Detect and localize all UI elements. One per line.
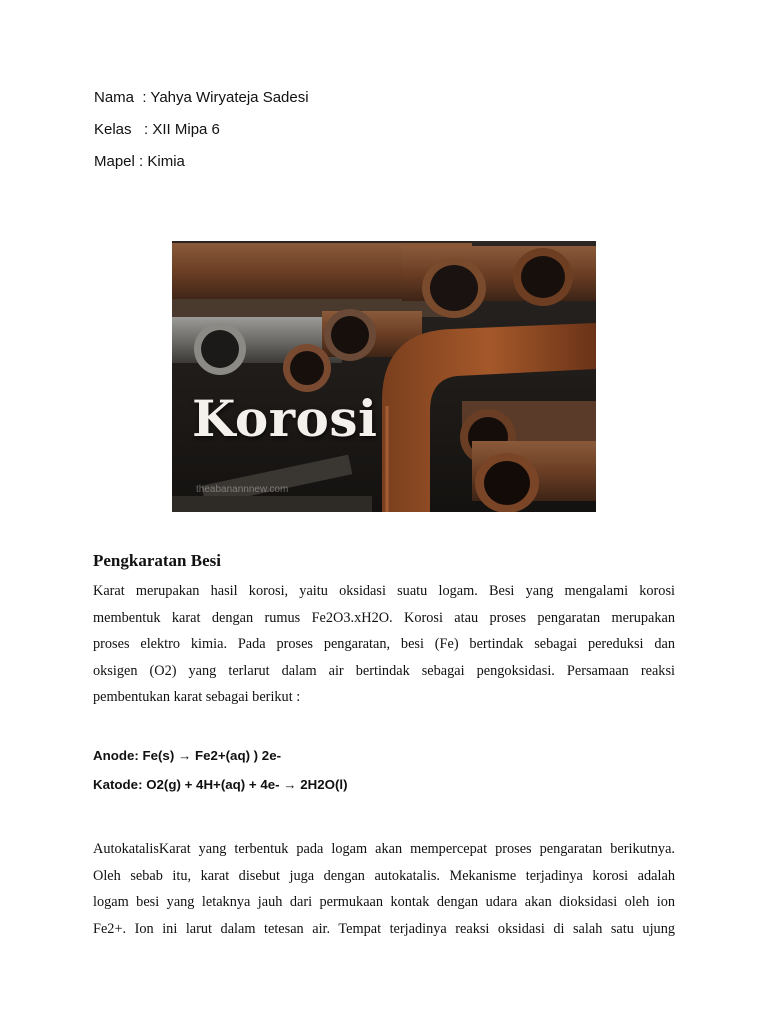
image-watermark: theabanannnew.com: [196, 484, 289, 495]
paragraph-intro: [93, 578, 675, 711]
paragraph-line: AutokatalisKarat yang terbentuk pada logam akan mempercepat proses pengaratan berikutnya.: [93, 841, 675, 857]
rusty-pipes-illustration: [172, 241, 596, 512]
student-class-line: [94, 121, 220, 138]
class-label: Kelas :: [94, 121, 153, 138]
paragraph-line: proses elektro kimia. Pada proses pengaratan, besi (Fe) bertindak sebagai pereduksi dan: [93, 636, 675, 652]
paragraph-line: logam besi yang letaknya jauh dari permukaan kontak dengan udara akan dioksidasi oleh ion: [93, 894, 675, 910]
student-name-line: [94, 89, 309, 106]
paragraph-line: membentuk karat dengan rumus Fe2O3.xH2O. Korosi atau proses pengaratan merupakan: [93, 609, 675, 626]
name-label: Nama :: [94, 89, 151, 106]
class-value: XII Mipa 6: [152, 121, 220, 138]
anode-equation: Anode: Fe(s) → Fe2+(aq) ) 2e-: [93, 748, 282, 763]
paragraph-line: pembentukan karat sebagai berikut :: [93, 689, 301, 705]
paragraph-line: Karat merupakan hasil korosi, yaitu oksidasi suatu logam. Besi yang mengalami korosi: [93, 583, 675, 599]
subject-label: Mapel :: [94, 153, 148, 170]
paragraph-line: Oleh sebab itu, karat disebut juga dengan autokatalis. Mekanisme terjadinya korosi adalah: [93, 867, 675, 884]
paragraph-line: Fe2+. Ion ini larut dalam tetesan air. Tempat terjadinya reaksi oksidasi di salah satu ujung: [93, 920, 675, 937]
paragraph-autocatalysis: [93, 836, 675, 942]
paragraph-line: oksigen (O2) yang terlarut dalam air bertindak sebagai pengoksidasi. Persamaan reaksi: [93, 662, 675, 679]
corrosion-photo: [172, 241, 596, 512]
subject-value: Kimia: [147, 153, 185, 170]
cathode-equation: Katode: O2(g) + 4H+(aq) + 4e- → 2H2O(l): [93, 777, 348, 792]
subject-line: [94, 153, 185, 170]
name-value: Yahya Wiryateja Sadesi: [150, 89, 309, 106]
figure-caption: Korosi: [192, 389, 378, 448]
section-title: Pengkaratan Besi: [93, 551, 221, 570]
